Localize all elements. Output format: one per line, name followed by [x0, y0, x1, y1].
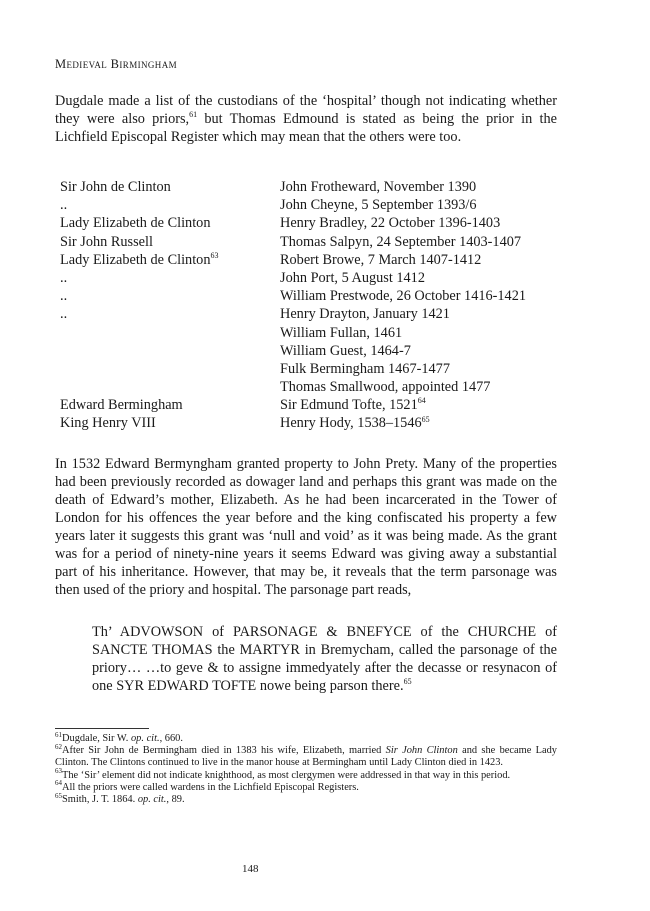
custodian-cell: Robert Browe, 7 March 1407-1412 [280, 251, 482, 268]
footnote-number: 64 [55, 779, 62, 788]
footnote [55, 730, 557, 745]
custodian-cell: William Fullan, 1461 [280, 324, 403, 341]
footnote-ref[interactable]: 63 [210, 250, 219, 260]
custodian-row [60, 269, 557, 287]
custodian-row [60, 196, 557, 214]
custodian-cell: Fulk Bermingham 1467-1477 [280, 360, 450, 377]
footnote-text: All the priors were called wardens in the Lichfield Episcopal Registers. [62, 781, 359, 793]
footnote-italic: Sir John Clinton [385, 745, 458, 757]
intro-text-a: Dugdale made a list of the custodians of the ‘hospital’ though not indicating whether they were also priors, [55, 93, 557, 127]
custodian-cell: Thomas Smallwood, appointed 1477 [280, 379, 491, 396]
footnote [55, 791, 557, 806]
custodian-cell: Henry Hody, 1538–1546$^{65}$ [280, 414, 430, 432]
custodian-row [60, 214, 557, 232]
intro-text-b: but Thomas Edmound is stated as being the prior in the Lichfield Episcopal Register which may mean that the others were too. [55, 111, 557, 145]
custodian-row [60, 178, 557, 196]
patron-cell: .. [60, 306, 68, 323]
custodian-cell: Henry Drayton, January 1421 [280, 306, 450, 323]
grant-paragraph: In 1532 Edward Bermyngham granted property to John Prety. Many of the properties had been previously recorded as dowager land and perhaps this grant was made on the death of Edward’s mother, Elizabeth. As he had been incarcerated in the Tower of London for his offences the year before and the king confiscated his property a few years later it suggests this grant was ‘null and void’ as it was being made. As the grant was for a period of ninety-nine years it seems Edward was giving away a substantial part of his inheritance. However, that may be, it reveals that the term parsonage was then used of the priory and hospital. The parsonage part reads, [55, 456, 557, 598]
custodian-row [60, 324, 557, 342]
custodian-row [60, 342, 557, 360]
footnote-text: After Sir John de Bermingham died in 1383 his wife, Elizabeth, married [62, 745, 386, 757]
footnote-number: 65 [55, 791, 62, 800]
footnote-text: Dugdale, Sir W. [62, 733, 131, 744]
custodian-row [60, 251, 557, 269]
footnote [55, 742, 557, 769]
footnote-number: 63 [55, 767, 62, 776]
intro-paragraph [55, 92, 557, 146]
patron-cell: Lady Elizabeth de Clinton [60, 215, 211, 232]
footnote-ref[interactable]: 65 [421, 414, 430, 424]
footnote-ref[interactable]: 65 [403, 677, 412, 687]
patron-cell [60, 360, 280, 378]
footnote-italic: op. cit. [137, 794, 167, 806]
footnote [55, 779, 557, 794]
custodian-row [60, 360, 557, 378]
footnote-text: Smith, J. T. 1864. [62, 794, 138, 806]
footnote-text: The ‘Sir’ element did not indicate knighthood, as most clergymen were addressed in that way in this period. [62, 769, 511, 781]
block-quote [92, 623, 557, 695]
patron-cell [60, 324, 280, 342]
footnote-text: , 89. [166, 794, 185, 806]
patron-cell: Lady Elizabeth de Clinton$^{63}$ [60, 250, 219, 268]
custodian-row [60, 233, 557, 251]
custodian-row [60, 305, 557, 323]
footnote-number: 61 [55, 730, 62, 739]
patron-cell: Sir John de Clinton [60, 179, 171, 195]
custodian-row [60, 396, 557, 414]
footnote-number: 62 [55, 742, 62, 751]
patron-cell: King Henry VIII [60, 415, 156, 432]
custodian-cell: John Port, 5 August 1412 [280, 269, 425, 286]
patron-cell [60, 378, 280, 396]
footnote-ref[interactable]: 64 [417, 396, 426, 406]
custodian-row [60, 414, 557, 432]
running-title: Medieval Birmingham [55, 57, 178, 71]
footnote-text: and she became Lady Clinton. The Clintons continued to live in the manor house at Bermingham until Lady Clinton died in 1423. [55, 745, 557, 769]
footnote-text: , 660. [159, 733, 183, 744]
footnotes [55, 730, 557, 806]
footnote-ref[interactable]: 61 [189, 110, 198, 120]
quote-text: Th’ ADVOWSON of PARSONAGE & BNEFYCE of the CHURCHE of SANCTE THOMAS the MARTYR in Bremycham, called the parsonage of the priory… …to geve & to assigne immedyately after the decasse or resynacon of one SYR EDWARD TOFTE nowe being parson there. [92, 624, 557, 694]
footnote-italic: op. cit. [130, 733, 160, 744]
patron-cell: .. [60, 197, 68, 214]
custodian-row [60, 287, 557, 305]
footnote-rule [55, 728, 149, 729]
custodian-cell: William Prestwode, 26 October 1416-1421 [280, 288, 526, 305]
custodians-list [60, 178, 557, 433]
patron-cell: .. [60, 288, 68, 305]
patron-cell [60, 342, 280, 360]
patron-cell: Sir John Russell [60, 233, 153, 250]
custodian-row [60, 378, 557, 396]
page-number: 148 [242, 863, 259, 875]
custodian-cell: William Guest, 1464-7 [280, 342, 411, 359]
custodian-cell: Thomas Salpyn, 24 September 1403-1407 [280, 233, 522, 250]
patron-cell: Edward Bermingham [60, 397, 183, 414]
footnote [55, 767, 557, 782]
custodian-cell: John Frotheward, November 1390 [280, 179, 477, 195]
patron-cell: .. [60, 269, 68, 286]
custodian-cell: Sir Edmund Tofte, 1521$^{64}$ [280, 396, 426, 414]
custodian-cell: Henry Bradley, 22 October 1396-1403 [280, 215, 501, 232]
custodian-cell: John Cheyne, 5 September 1393/6 [280, 197, 477, 214]
